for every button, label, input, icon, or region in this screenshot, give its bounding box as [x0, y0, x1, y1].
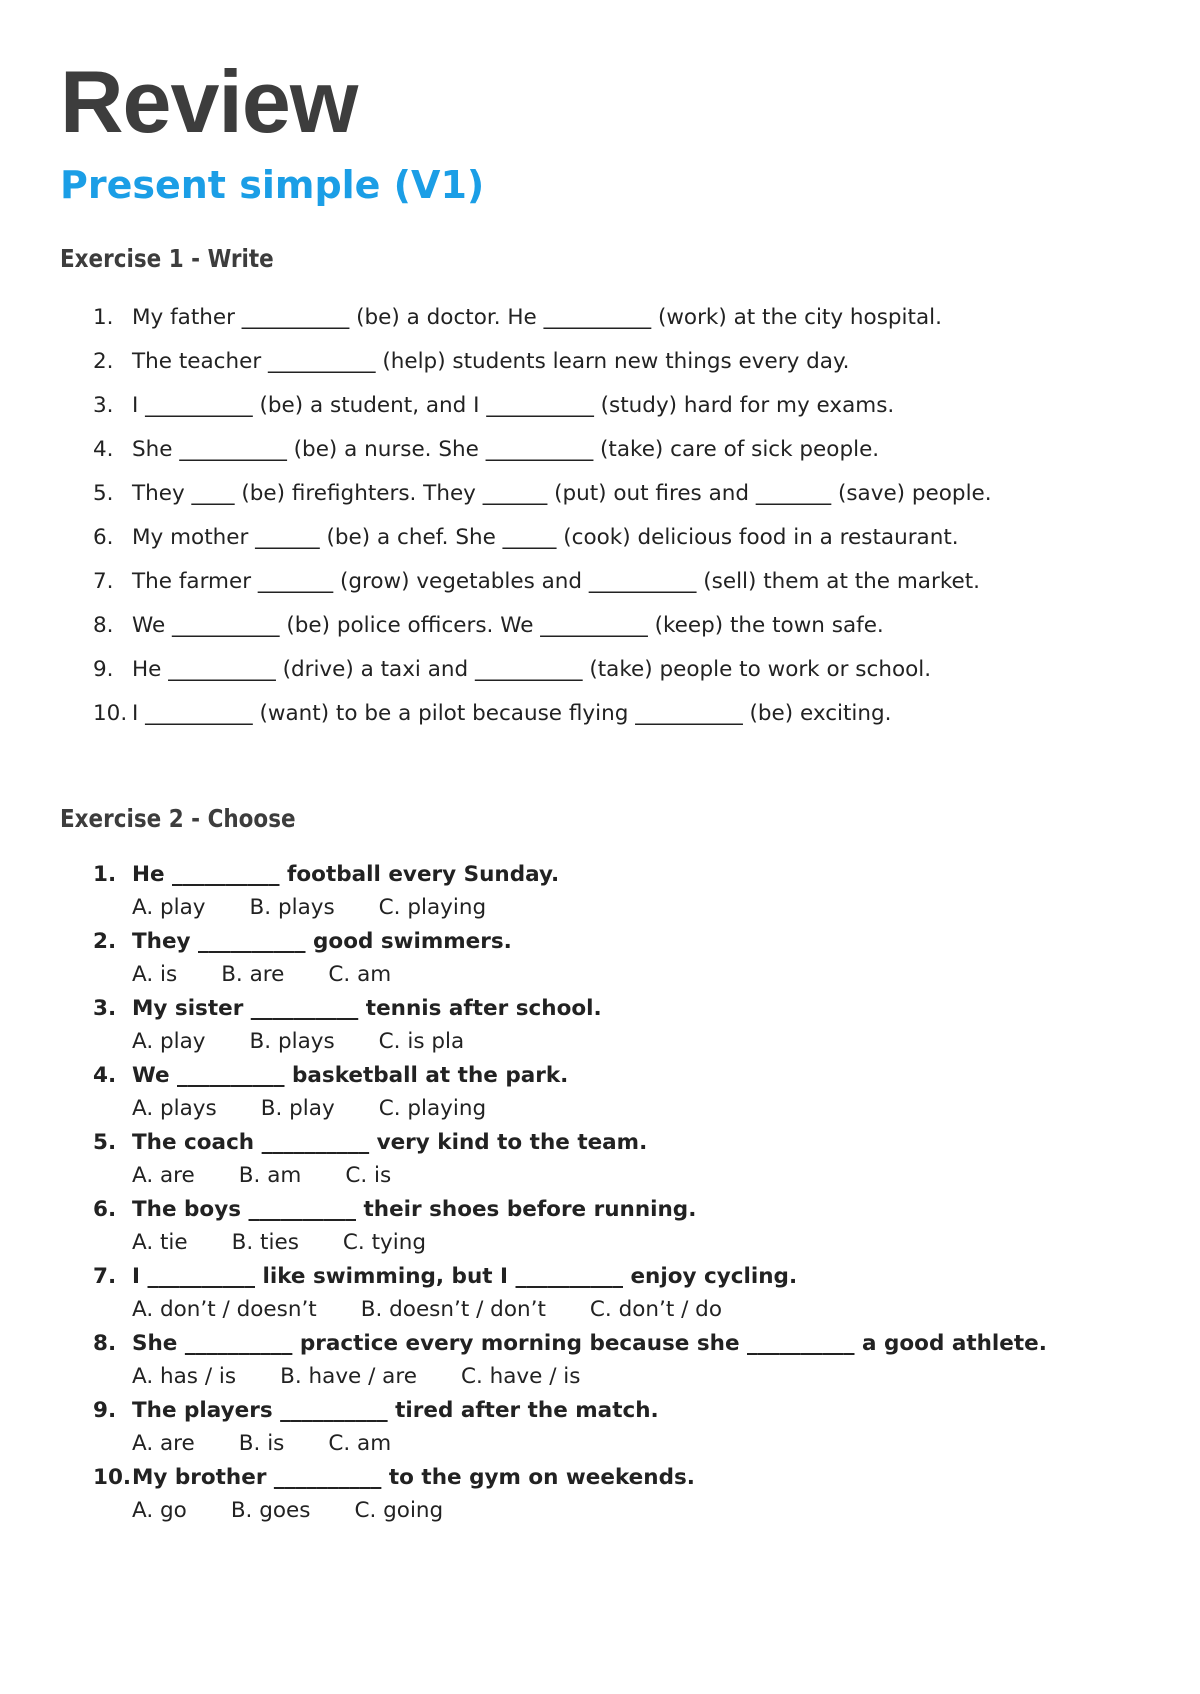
answer-option: C. have / is: [460, 1364, 581, 1389]
item-number: 6.: [93, 525, 114, 550]
question-text: He __________ football every Sunday.: [132, 862, 560, 887]
answer-options: [132, 1360, 580, 1394]
exercise-2-item: [0, 1461, 1200, 1528]
question-number: 9.: [93, 1398, 117, 1423]
answer-option: B. am: [238, 1163, 302, 1188]
item-sentence: My father __________ (be) a doctor. He __________ (work) at the city hospital.: [132, 305, 942, 330]
exercise-2-item: [0, 1327, 1200, 1394]
answer-option: C. don’t / do: [589, 1297, 722, 1322]
question-number: 8.: [93, 1331, 117, 1356]
answer-option: C. tying: [342, 1230, 426, 1255]
answer-option: B. ties: [231, 1230, 299, 1255]
answer-options: [132, 1427, 391, 1461]
item-number: 4.: [93, 437, 114, 462]
question-text: The coach __________ very kind to the team.: [132, 1130, 648, 1155]
page-title: Review: [60, 52, 358, 151]
answer-option: A. play: [132, 895, 206, 920]
question-number: 1.: [93, 862, 117, 887]
question-number: 10.: [93, 1465, 132, 1490]
item-sentence: My mother ______ (be) a chef. She _____ (cook) delicious food in a restaurant.: [132, 525, 959, 550]
item-number: 8.: [93, 613, 114, 638]
answer-options: [132, 1159, 391, 1193]
answer-option: A. are: [132, 1431, 195, 1456]
question-text: She __________ practice every morning because she __________ a good athlete.: [132, 1331, 1047, 1356]
answer-option: A. is: [132, 962, 178, 987]
question-number: 3.: [93, 996, 117, 1021]
answer-option: C. am: [328, 962, 392, 987]
exercise-1-item: [0, 516, 1200, 560]
exercise-1-heading: Exercise 1 - Write: [60, 244, 274, 273]
exercise-1-item: [0, 560, 1200, 604]
question-number: 7.: [93, 1264, 117, 1289]
item-sentence: The teacher __________ (help) students learn new things every day.: [132, 349, 850, 374]
answer-options: [132, 1092, 486, 1126]
item-sentence: They ____ (be) firefighters. They ______ (put) out fires and _______ (save) people.: [132, 481, 992, 506]
answer-option: A. are: [132, 1163, 195, 1188]
exercise-2-heading: Exercise 2 - Choose: [60, 804, 296, 833]
question-text: I __________ like swimming, but I __________ enjoy cycling.: [132, 1264, 798, 1289]
exercise-2-list: [0, 858, 1200, 1528]
question-text: The boys __________ their shoes before running.: [132, 1197, 697, 1222]
item-number: 7.: [93, 569, 114, 594]
item-sentence: I __________ (be) a student, and I __________ (study) hard for my exams.: [132, 393, 895, 418]
exercise-1-item: [0, 604, 1200, 648]
answer-option: C. is pla: [378, 1029, 465, 1054]
answer-option: B. play: [260, 1096, 335, 1121]
exercise-2-item: [0, 1260, 1200, 1327]
answer-option: A. don’t / doesn’t: [132, 1297, 317, 1322]
item-sentence: The farmer _______ (grow) vegetables and __________ (sell) them at the market.: [132, 569, 980, 594]
exercise-1-item: [0, 340, 1200, 384]
item-number: 5.: [93, 481, 114, 506]
item-number: 3.: [93, 393, 114, 418]
item-number: 2.: [93, 349, 114, 374]
answer-option: B. is: [238, 1431, 285, 1456]
question-text: My sister __________ tennis after school.: [132, 996, 602, 1021]
question-text: My brother __________ to the gym on weekends.: [132, 1465, 695, 1490]
answer-option: B. goes: [230, 1498, 311, 1523]
answer-option: B. plays: [249, 895, 335, 920]
item-sentence: We __________ (be) police officers. We __________ (keep) the town safe.: [132, 613, 884, 638]
answer-option: C. going: [354, 1498, 444, 1523]
answer-option: B. doesn’t / don’t: [360, 1297, 546, 1322]
answer-option: A. go: [132, 1498, 187, 1523]
answer-option: A. has / is: [132, 1364, 237, 1389]
exercise-1-item: [0, 472, 1200, 516]
exercise-2-item: [0, 1059, 1200, 1126]
question-number: 2.: [93, 929, 117, 954]
question-number: 5.: [93, 1130, 117, 1155]
exercise-1-list: [0, 296, 1200, 736]
answer-option: B. plays: [249, 1029, 335, 1054]
item-sentence: I __________ (want) to be a pilot because flying __________ (be) exciting.: [132, 701, 892, 726]
answer-options: [132, 1293, 722, 1327]
exercise-2-item: [0, 992, 1200, 1059]
answer-options: [132, 1494, 443, 1528]
answer-option: B. have / are: [280, 1364, 417, 1389]
page-subtitle: Present simple (V1): [60, 163, 485, 207]
exercise-1-item: [0, 384, 1200, 428]
question-text: The players __________ tired after the match.: [132, 1398, 659, 1423]
item-sentence: He __________ (drive) a taxi and __________ (take) people to work or school.: [132, 657, 932, 682]
question-number: 6.: [93, 1197, 117, 1222]
exercise-2-item: [0, 1126, 1200, 1193]
exercise-1-item: [0, 296, 1200, 340]
item-number: 9.: [93, 657, 114, 682]
question-number: 4.: [93, 1063, 117, 1088]
answer-option: A. plays: [132, 1096, 217, 1121]
exercise-1-item: [0, 692, 1200, 736]
answer-option: B. are: [221, 962, 285, 987]
answer-option: C. is: [345, 1163, 392, 1188]
question-text: We __________ basketball at the park.: [132, 1063, 569, 1088]
answer-option: A. tie: [132, 1230, 188, 1255]
answer-option: C. playing: [378, 1096, 487, 1121]
answer-option: C. am: [328, 1431, 392, 1456]
exercise-1-item: [0, 648, 1200, 692]
question-text: They __________ good swimmers.: [132, 929, 512, 954]
exercise-2-item: [0, 858, 1200, 925]
exercise-2-item: [0, 1193, 1200, 1260]
answer-option: C. playing: [378, 895, 487, 920]
answer-options: [132, 1226, 426, 1260]
exercise-1-item: [0, 428, 1200, 472]
answer-option: A. play: [132, 1029, 206, 1054]
item-sentence: She __________ (be) a nurse. She __________ (take) care of sick people.: [132, 437, 880, 462]
exercise-2-item: [0, 1394, 1200, 1461]
answer-options: [132, 1025, 464, 1059]
exercise-2-item: [0, 925, 1200, 992]
answer-options: [132, 958, 391, 992]
item-number: 10.: [93, 701, 128, 726]
item-number: 1.: [93, 305, 114, 330]
answer-options: [132, 891, 486, 925]
